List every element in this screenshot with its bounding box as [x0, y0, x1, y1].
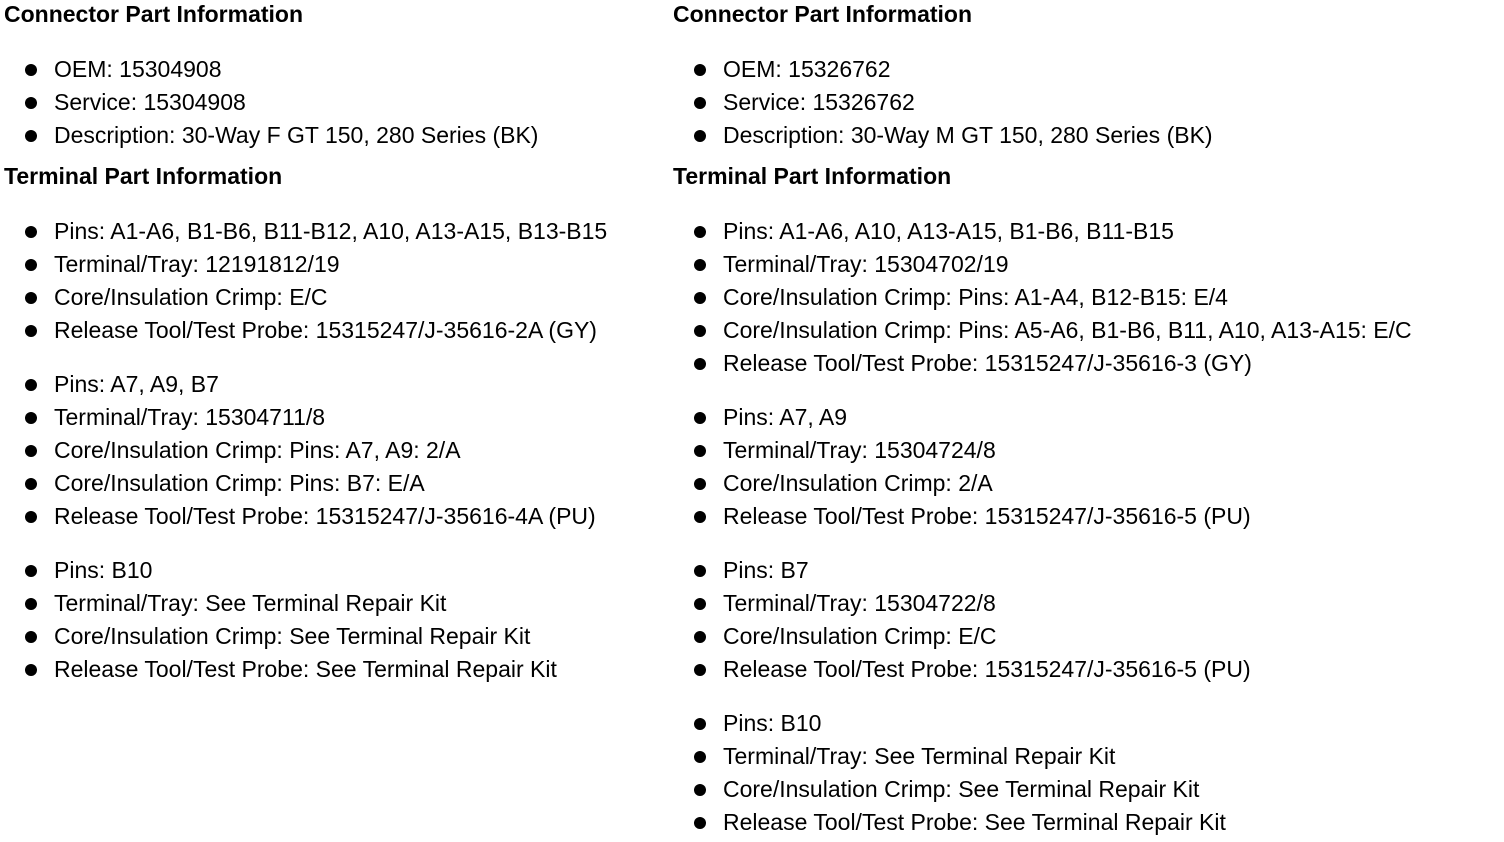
terminal-pins: Pins: B10	[54, 557, 153, 583]
list-item	[4, 53, 669, 86]
terminal-release-tool: Release Tool/Test Probe: See Terminal Repair Kit	[54, 656, 557, 682]
bullet-icon	[694, 784, 706, 796]
bullet-icon	[694, 358, 706, 370]
terminal-crimp: Core/Insulation Crimp: Pins: A7, A9: 2/A	[54, 437, 461, 463]
terminal-pins: Pins: A1-A6, A10, A13-A15, B1-B6, B11-B15	[723, 218, 1174, 244]
terminal-group-3	[673, 554, 1501, 686]
bullet-icon	[694, 259, 706, 271]
terminal-group-2	[4, 368, 669, 533]
terminal-tray: Terminal/Tray: 15304711/8	[54, 404, 326, 430]
bullet-icon	[25, 292, 37, 304]
bullet-icon	[694, 817, 706, 829]
terminal-release-tool: Release Tool/Test Probe: 15315247/J-35616-2A (GY)	[54, 317, 597, 343]
list-item	[673, 215, 1501, 248]
bullet-icon	[25, 130, 37, 142]
bullet-icon	[694, 565, 706, 577]
list-item	[673, 707, 1501, 740]
bullet-icon	[25, 64, 37, 76]
terminal-crimp: Core/Insulation Crimp: Pins: A5-A6, B1-B6, B11, A10, A13-A15: E/C	[723, 317, 1412, 343]
list-item	[673, 314, 1501, 347]
list-item	[673, 653, 1501, 686]
list-item	[4, 248, 669, 281]
bullet-icon	[694, 97, 706, 109]
terminal-group-1	[673, 215, 1501, 380]
list-item	[673, 281, 1501, 314]
bullet-icon	[25, 664, 37, 676]
bullet-icon	[694, 226, 706, 238]
list-item	[673, 740, 1501, 773]
terminal-crimp: Core/Insulation Crimp: 2/A	[723, 470, 993, 496]
list-item	[4, 401, 669, 434]
terminal-tray: Terminal/Tray: 15304722/8	[723, 590, 996, 616]
terminal-crimp: Core/Insulation Crimp: Pins: B7: E/A	[54, 470, 425, 496]
connector-service: Service: 15326762	[723, 89, 915, 115]
terminal-release-tool: Release Tool/Test Probe: 15315247/J-35616-3 (GY)	[723, 350, 1252, 376]
terminal-release-tool: Release Tool/Test Probe: See Terminal Repair Kit	[723, 809, 1226, 835]
bullet-icon	[25, 598, 37, 610]
bullet-icon	[694, 130, 706, 142]
bullet-icon	[694, 664, 706, 676]
list-item	[4, 119, 669, 152]
terminal-crimp: Core/Insulation Crimp: E/C	[54, 284, 328, 310]
list-item	[673, 554, 1501, 587]
list-item	[673, 248, 1501, 281]
list-item	[4, 653, 669, 686]
list-item	[4, 620, 669, 653]
connector-description: Description: 30-Way F GT 150, 280 Series (BK)	[54, 122, 539, 148]
bullet-icon	[694, 751, 706, 763]
bullet-icon	[25, 379, 37, 391]
connector-part-list	[4, 53, 669, 152]
terminal-group-1	[4, 215, 669, 347]
terminal-tray: Terminal/Tray: 12191812/19	[54, 251, 340, 277]
list-item	[673, 401, 1501, 434]
connector-description: Description: 30-Way M GT 150, 280 Series (BK)	[723, 122, 1213, 148]
connector-service: Service: 15304908	[54, 89, 246, 115]
terminal-part-heading: Terminal Part Information	[4, 163, 283, 189]
terminal-group-3	[4, 554, 669, 686]
bullet-icon	[25, 511, 37, 523]
list-item	[673, 620, 1501, 653]
list-item	[4, 500, 669, 533]
bullet-icon	[25, 565, 37, 577]
list-item	[673, 467, 1501, 500]
bullet-icon	[694, 445, 706, 457]
list-item	[673, 434, 1501, 467]
bullet-icon	[25, 478, 37, 490]
connector-part-heading: Connector Part Information	[4, 1, 304, 27]
bullet-icon	[694, 325, 706, 337]
bullet-icon	[694, 631, 706, 643]
list-item	[673, 773, 1501, 806]
list-item	[673, 53, 1501, 86]
terminal-tray: Terminal/Tray: 15304724/8	[723, 437, 996, 463]
bullet-icon	[25, 259, 37, 271]
list-item	[4, 467, 669, 500]
list-item	[4, 215, 669, 248]
list-item	[4, 434, 669, 467]
terminal-crimp: Core/Insulation Crimp: See Terminal Repair Kit	[723, 776, 1200, 802]
terminal-part-heading: Terminal Part Information	[673, 163, 952, 189]
terminal-release-tool: Release Tool/Test Probe: 15315247/J-35616-4A (PU)	[54, 503, 596, 529]
connector-oem: OEM: 15326762	[723, 56, 891, 82]
terminal-release-tool: Release Tool/Test Probe: 15315247/J-35616-5 (PU)	[723, 656, 1251, 682]
bullet-icon	[25, 445, 37, 457]
left-connector-column	[4, 0, 669, 686]
bullet-icon	[25, 412, 37, 424]
terminal-tray: Terminal/Tray: See Terminal Repair Kit	[723, 743, 1116, 769]
terminal-pins: Pins: A1-A6, B1-B6, B11-B12, A10, A13-A15, B13-B15	[54, 218, 608, 244]
terminal-crimp: Core/Insulation Crimp: Pins: A1-A4, B12-B15: E/4	[723, 284, 1228, 310]
bullet-icon	[694, 64, 706, 76]
terminal-pins: Pins: B7	[723, 557, 809, 583]
list-item	[673, 119, 1501, 152]
bullet-icon	[25, 631, 37, 643]
bullet-icon	[694, 718, 706, 730]
bullet-icon	[694, 598, 706, 610]
terminal-pins: Pins: A7, A9, B7	[54, 371, 219, 397]
list-item	[673, 587, 1501, 620]
terminal-crimp: Core/Insulation Crimp: E/C	[723, 623, 997, 649]
bullet-icon	[694, 412, 706, 424]
list-item	[4, 554, 669, 587]
list-item	[4, 587, 669, 620]
terminal-tray: Terminal/Tray: See Terminal Repair Kit	[54, 590, 447, 616]
terminal-group-4	[673, 707, 1501, 839]
list-item	[673, 347, 1501, 380]
right-connector-column	[673, 0, 1501, 839]
list-item	[673, 86, 1501, 119]
bullet-icon	[694, 478, 706, 490]
connector-part-heading: Connector Part Information	[673, 1, 973, 27]
connector-part-list	[673, 53, 1501, 152]
list-item	[673, 500, 1501, 533]
bullet-icon	[25, 325, 37, 337]
list-item	[4, 281, 669, 314]
bullet-icon	[694, 511, 706, 523]
bullet-icon	[694, 292, 706, 304]
terminal-release-tool: Release Tool/Test Probe: 15315247/J-35616-5 (PU)	[723, 503, 1251, 529]
connector-oem: OEM: 15304908	[54, 56, 222, 82]
list-item	[673, 806, 1501, 839]
terminal-pins: Pins: A7, A9	[723, 404, 848, 430]
list-item	[4, 314, 669, 347]
bullet-icon	[25, 97, 37, 109]
terminal-crimp: Core/Insulation Crimp: See Terminal Repair Kit	[54, 623, 531, 649]
terminal-group-2	[673, 401, 1501, 533]
terminal-tray: Terminal/Tray: 15304702/19	[723, 251, 1009, 277]
list-item	[4, 86, 669, 119]
terminal-pins: Pins: B10	[723, 710, 822, 736]
bullet-icon	[25, 226, 37, 238]
list-item	[4, 368, 669, 401]
